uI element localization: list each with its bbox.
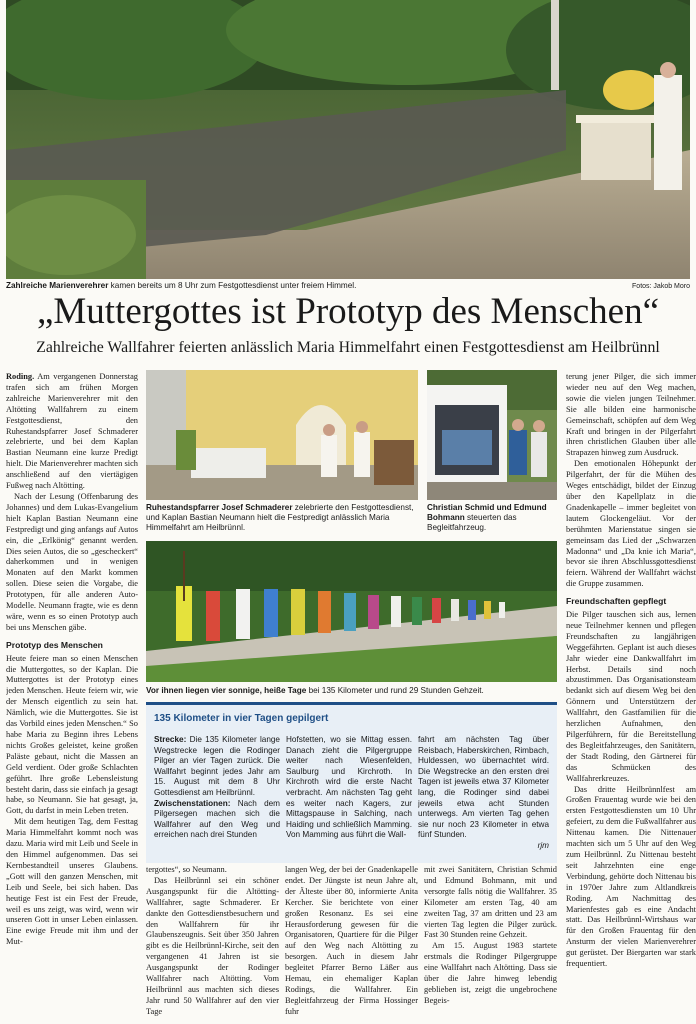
article-column-1 (6, 372, 138, 1024)
info-box-column-1 (154, 735, 280, 859)
van-photo-caption (427, 503, 557, 533)
paragraph: langen Weg, der bei der Gnadenkapelle endet. Der Jüngste ist neun Jahre alt, der Älteste über 80, informierte Anita Kercher. Sie berichtete von einer großen Resonanz. Es sei eine Herausforderung gewesen für die Organisatoren, Quartiere für die Pilger auf den Weg nach Altötting zu besorgen. Auch in diesem Jahr begleitet Pfarrer Berno Läßer aus Hemau, ein ehemaliger Kaplan Rodings, die Wallfahrer. Ein Begleitfahrzeug der Firma Hossinger fuhr (285, 865, 418, 1016)
caption-lead: Christian Schmid und Edmund Bohmann (427, 503, 547, 522)
info-box-title: 135 Kilometer in vier Tagen gepilgert (154, 713, 329, 724)
box-text: Die 135 Kilometer lange Wegstrecke legen die Rodinger Pilger an vier Tagen zurück. Die Wallfahrt beginnt jedes Jahr am 15. August mit dem 8 Uhr Gottesdienst am Heilbrünnl. (154, 735, 280, 797)
box-label: Zwischenstationen: (154, 798, 231, 808)
paragraph: Das dritte Heilbrünnlfest am Großen Frauentag wurde wie bei den ersten Festgottesdiensten um 10 Uhr gefeiert, zu dem die Fußwallfahrer aus Nittenau kamen. Die Nittenauer machten sich um 5 Uhr auf den Weg zum Heilbrünnl. Zu Nittenau besteht seit Jahrzehnten eine enge Verbindung, gehörte doch Nittenau bis in 1970er Jahre zum Altlandkreis Roding. Am Nachmittag des Marienfestes gab es eine Andacht statt. Das Heilbrünnl-Wirtshaus war für den Großen Frauentag für den Ansturm der vielen Marienverehrer gut gerüstet. Der Biergarten war stark frequentiert. (566, 784, 696, 969)
van-photo-illustration (427, 370, 557, 500)
dateline: Roding. (6, 372, 35, 381)
pilgrims-photo-illustration (146, 541, 557, 682)
box-text: fahrt am nächsten Tag über Reisbach, Haberskirchen, Rimbach, Huldessen, wo übernachtet wird. Die Wegstrecke an den ersten drei Tagen ist jeweils etwa 37 Kilometer lang, die Rodinger sind dabei jeweils etwa acht Stunden unterwegs. Am vierten Tag gehen sie nur noch 23 Kilometer in etwa fünf Stunden. (418, 735, 549, 840)
caption-lead: Vor ihnen liegen vier sonnige, heiße Tage (146, 686, 307, 695)
paragraph: Am vergangenen Donnerstag trafen sich am frühen Morgen zahlreiche Marienverehrer mit den Altötting Wallfahrern zu einem Festgottesdienst, den Ruhestandspfarrer Josef Schmaderer zelebrierte, und bei dem Kaplan Bastian Neumann eine kurze Predigt hielt. Die Marienverehrer machten sich anschließend auf den viertägigen Fußweg nach Altötting. (6, 372, 138, 491)
caption-lead: Zahlreiche Marienverehrer (6, 281, 109, 290)
box-text: Nach dem Pilgersegen machen sich die Wallfahrer auf den Weg und erreichen nach drei Stunden (154, 798, 280, 840)
pilgrims-photo (146, 541, 557, 682)
info-box-column-3 (418, 735, 549, 859)
subheading: Prototyp des Menschen (6, 639, 103, 650)
crowd-photo-illustration (6, 0, 690, 279)
caption-text: bei 135 Kilometer und rund 29 Stunden Gehzeit. (306, 686, 484, 695)
paragraph: Den emotionalen Höhepunkt der Pilgerfahrt, der für die Mühen des Weges entschädigt, bildet der Einzug über den Kapellplatz in die Gnadenkapelle – immer begleitet von lautem Glockengeläut. Vor der berühmten Marienstatue singen sie gemeinsam das Lied der „Schwarzen Madonna“ und „Da knie ich Maria“, bevor sie ihren Abschlussgottesdienst feiern. Während der Wallfahrt wächst die Gruppe zusammen. (566, 459, 696, 589)
paragraph: mit zwei Sanitätern, Christian Schmid und Edmund Bohmann, mit und versorgte falls nötig die Wallfahrer. 35 Kilometer am ersten Tag, 40 am zweiten Tag, 37 am dritten und 23 am vierten Tag legten die Pilger zurück. Fast 30 Stunden reine Gehzeit. (424, 865, 557, 940)
article-column-5 (566, 372, 696, 1024)
paragraph: Mit dem heutigen Tag, dem Festtag Maria Himmelfahrt kommt noch was dazu. Maria wird mit Leib und Seele in den Himmel aufgenommen. Das sei Kernbestandteil unseres Glaubens. „Gott will den ganzen Menschen, mit Leib und Seele, bei sich haben. Das heutige Fest ist ein Fest der Freude, weil es uns zeigt, was wird, wenn wir unseren Gott in unser Leben einlassen. Eine ewige Freude mit ihm und der Mut- (6, 817, 138, 947)
headline: „Muttergottes ist Prototyp des Menschen“ (36, 291, 660, 332)
caption-text: kamen bereits um 8 Uhr zum Festgottesdienst unter freiem Himmel. (108, 281, 357, 290)
paragraph: Heute feiere man so einen Menschen die Muttergottes, so der Kaplan. Die Muttergottes ist der Prototyp eines jeden Menschen. Heute feiern wir, wie der Mensch eigentlich zu sein hat. Nämlich, wie die Muttergottes. Sie ist das Vorbild eines jeden Menschen.“ So habe Maria zu Beginn ihres Lebens nichts Großes geleistet, keine großen Paläste gebaut, nicht die Massen an Geld verdient. Oder große Schlachten geführt. Ihre große Lebensleistung besteht darin, dass sie einfach ja gesagt habe, so Neumann. Sie hat gesagt, ja, Gott, du darfst in mein Leben treten. (6, 653, 138, 816)
caption-text: zelebrierte den Festgottesdienst, und Kaplan Bastian Neumann hielt die Festpredigt anlässlich Maria Himmelfahrt am Heilbrünnl. (146, 503, 414, 532)
box-label: Strecke: (154, 735, 187, 744)
info-box-column-2 (286, 735, 412, 859)
caption-lead: Ruhestandspfarrer Josef Schmaderer (146, 503, 293, 512)
paragraph: Nach der Lesung (Offenbarung des Johannes) und dem Lukas-Evangelium hielt Kaplan Bastian Neumann eine Festpredigt und ging anfangs auf Autos ein, die „Erlkönig“ genannt werden. Dies seien Autos, die so „gescheckert“ daherkommen und in wenigen Monaten auf den Markt kommen sollen. Diese seien die Vorgabe, die Prototypen, für alle anderen Auto-Modelle. Neumann fragte, wie es denn wäre, wenn es so einen Prototyp auch bei uns Menschen gäbe. (6, 491, 138, 632)
info-box (146, 702, 557, 863)
paragraph: Das Heilbrünnl sei ein schöner Ausgangspunkt für die Altötting-Wallfahrer, sagte Schmaderer. Er dankte den Gottesdienstbesuchern und den Wallfahrern für ihr Glaubenszeugnis. Seit über 350 Jahren gibt es die Heilbrünnl-Kirche, seit den vergangenen 41 Jahren ist sie Ausgangspunkt der Rodinger Wallfahrer nach Altötting. Vom Heilbrünnl aus machten sich dieses Jahr rund 50 Wallfahrer auf den vier Tage (146, 875, 279, 1016)
subheading: Freundschaften gepflegt (566, 596, 667, 607)
pilgrims-photo-caption (146, 686, 557, 696)
article-column-3 (285, 865, 418, 1024)
article-column-4 (424, 865, 557, 1024)
paragraph: terung jener Pilger, die sich immer wieder neu auf den Weg machen, sowie die vielen jungen Teilnehmer. Sie alle bilden eine harmonische Gemeinschaft, schöpfen auf dem Weg Kraft und bringen in der Pilgerfahrt ihren christlichen Glauben über alle Strapazen hinweg zum Ausdruck. (566, 372, 696, 458)
box-text: Hofstetten, wo sie Mittag essen. Danach zieht die Pilgergruppe weiter nach Wiesenfelden, Saulburg und Kirchroth. In Kirchroth wird die erste Nacht verbracht. Am nächsten Tag geht es weiter nach Kagers, zur Mittagspause in Salching, nach Haiding und schließlich Mamming. Von Mamming aus führt die Wall- (286, 735, 412, 840)
van-photo (427, 370, 557, 500)
paragraph: tergottes“, so Neumann. (146, 865, 227, 874)
subheadline: Zahlreiche Wallfahrer feierten anlässlich Maria Himmelfahrt einen Festgottesdienst am Heilbrünnl (36, 339, 660, 356)
box-signature: rjm (537, 840, 549, 850)
photo-credit: Fotos: Jakob Moro (632, 283, 690, 290)
caption-text: steuerten das Begleitfahrzeug. (427, 513, 517, 532)
altar-photo (146, 370, 418, 500)
altar-photo-caption (146, 503, 418, 533)
main-photo (6, 0, 690, 279)
altar-photo-illustration (146, 370, 418, 500)
article-column-2 (146, 865, 279, 1024)
paragraph: Die Pilger tauschen sich aus, lernen neue Teilnehmer kennen und pflegen Freundschaften zu langjährigen Weggefährten. Geplant ist auch dieses Jahr wieder eine Dankwallfahrt im Herbst. Details sind noch abzustimmen. Das Organisationsteam bedankt sich auf diesem Weg bei den Gönnern und Unterstützern der Wallfahrt, den Gastfamilien für die herzlichen Aufnahmen, den Pilgerführern, für die Bereitstellung des Begleitfahrzeuges, den Sanitätern, der Stadt Roding, den Gärtnerei für das Schmücken des Wallfahrerkreuzes. (566, 610, 696, 783)
paragraph: Am 15. August 1983 startete erstmals die Rodinger Pilgergruppe eine Wallfahrt nach Altötting. Dass sie über die Jahre hinweg lebendig geblieben ist, zeigt die ungebrochene Begeis- (424, 941, 557, 1005)
